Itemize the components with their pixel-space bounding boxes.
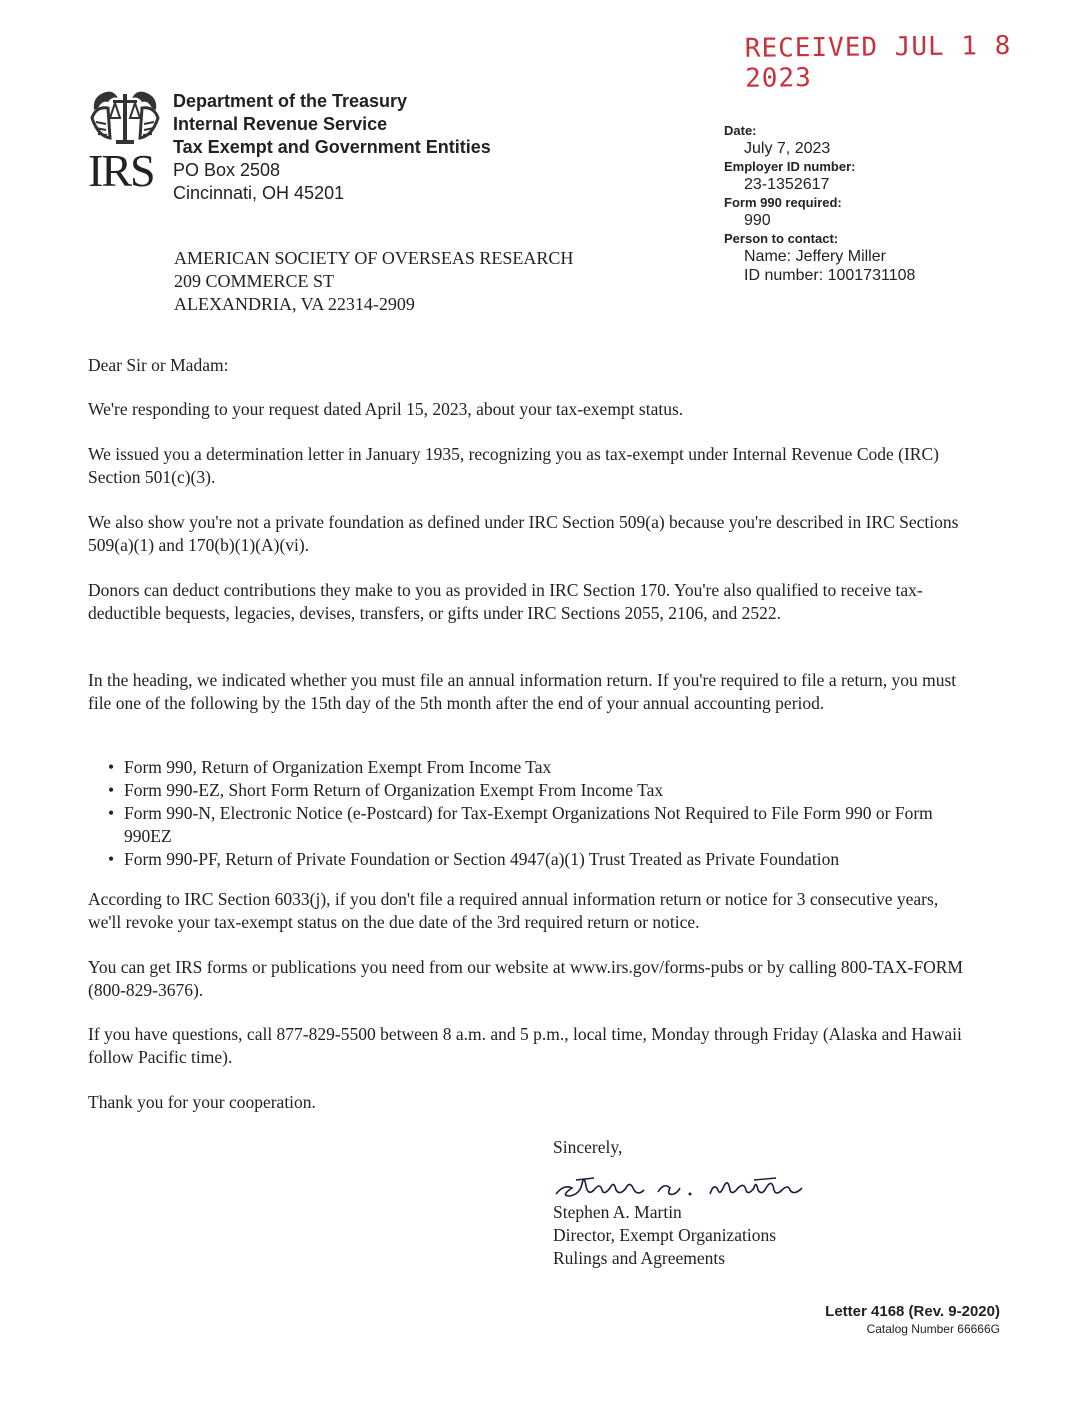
signer-title: Director, Exempt Organizations xyxy=(553,1225,777,1245)
contact-label: Person to contact: xyxy=(724,231,839,246)
handwritten-signature xyxy=(550,1166,820,1202)
date-label: Date: xyxy=(724,123,757,138)
greeting: Dear Sir or Madam: xyxy=(88,355,229,375)
recipient-name: AMERICAN SOCIETY OF OVERSEAS RESEARCH xyxy=(174,248,574,268)
irs-logo xyxy=(88,88,162,198)
paragraph-donors: Donors can deduct contributions they make to you as provided in IRC Section 170. You're also qualified to receive tax-deductible bequests, legacies, devises, transfers, or gifts under IRC Sections 2055, 2106, and 2522. xyxy=(88,580,923,623)
signer-name: Stephen A. Martin xyxy=(553,1202,682,1222)
irs-logo-text: IRS xyxy=(88,145,154,196)
paragraph-filing: In the heading, we indicated whether you must file an annual information return. If you're required to file a return, you must file one of the following by the 15th day of the 5th month after the end of your annual accounting period. xyxy=(88,670,957,713)
contact-id: ID number: 1001731108 xyxy=(744,267,916,284)
form-required-value: 990 xyxy=(744,212,771,229)
agency-division: Tax Exempt and Government Entities xyxy=(173,137,491,157)
paragraph-thanks: Thank you for your cooperation. xyxy=(88,1092,316,1112)
letter-number: Letter 4168 (Rev. 9-2020) xyxy=(825,1303,1000,1320)
form-required-label: Form 990 required: xyxy=(724,195,842,210)
agency-city: Cincinnati, OH 45201 xyxy=(173,183,345,203)
paragraph-foundation: We also show you're not a private foundation as defined under IRC Section 509(a) because you're described in IRC Sections 509(a)(1) and 170(b)(1)(A)(vi). xyxy=(88,512,959,555)
list-item: • Form 990, Return of Organization Exempt From Income Tax xyxy=(108,756,948,779)
signer-department: Rulings and Agreements xyxy=(553,1248,726,1268)
ein-label: Employer ID number: xyxy=(724,159,856,174)
list-item: • Form 990-PF, Return of Private Foundation or Section 4947(a)(1) Trust Treated as Private Foundation xyxy=(108,848,948,871)
list-item: • Form 990-EZ, Short Form Return of Organization Exempt From Income Tax xyxy=(108,779,948,802)
closing-block xyxy=(553,1201,776,1270)
letter-meta xyxy=(724,122,915,285)
agency-service: Internal Revenue Service xyxy=(173,114,388,134)
paragraph-forms: You can get IRS forms or publications you need from our website at www.irs.gov/forms-pubs or by calling 800-TAX-FORM (800-829-3676). xyxy=(88,957,963,1000)
date-value: July 7, 2023 xyxy=(744,140,831,157)
paragraph-determination: We issued you a determination letter in January 1935, recognizing you as tax-exempt under Internal Revenue Code (IRC) Section 501(c)(3). xyxy=(88,444,939,487)
form-list xyxy=(108,756,948,871)
received-stamp: RECEIVED JUL 1 8 2023 xyxy=(744,31,1012,94)
list-item: • Form 990-N, Electronic Notice (e-Postcard) for Tax-Exempt Organizations Not Required to File Form 990 or Form 990EZ xyxy=(108,802,948,848)
paragraph-request: We're responding to your request dated April 15, 2023, about your tax-exempt status. xyxy=(88,399,684,419)
catalog-number: Catalog Number 66666G xyxy=(866,1322,1000,1336)
sender-block xyxy=(173,90,491,205)
ein-value: 23-1352617 xyxy=(744,176,830,193)
form-footer xyxy=(640,1302,1000,1337)
contact-name: Name: Jeffery Miller xyxy=(744,248,886,265)
recipient-address xyxy=(174,247,573,316)
paragraph-revocation: According to IRC Section 6033(j), if you don't file a required annual information return or notice for 3 consecutive years, we'll revoke your tax-exempt status on the due date of the 3rd required return or notice. xyxy=(88,889,939,932)
paragraph-questions: If you have questions, call 877-829-5500 between 8 a.m. and 5 p.m., local time, Monday through Friday (Alaska and Hawaii follow Pacific time). xyxy=(88,1024,962,1067)
recipient-city: ALEXANDRIA, VA 22314-2909 xyxy=(174,294,415,314)
agency-po-box: PO Box 2508 xyxy=(173,160,281,180)
eagle-scales-icon xyxy=(88,88,162,150)
closing-sincerely: Sincerely, xyxy=(553,1137,623,1157)
agency-department: Department of the Treasury xyxy=(173,91,408,111)
recipient-street: 209 COMMERCE ST xyxy=(174,271,335,291)
